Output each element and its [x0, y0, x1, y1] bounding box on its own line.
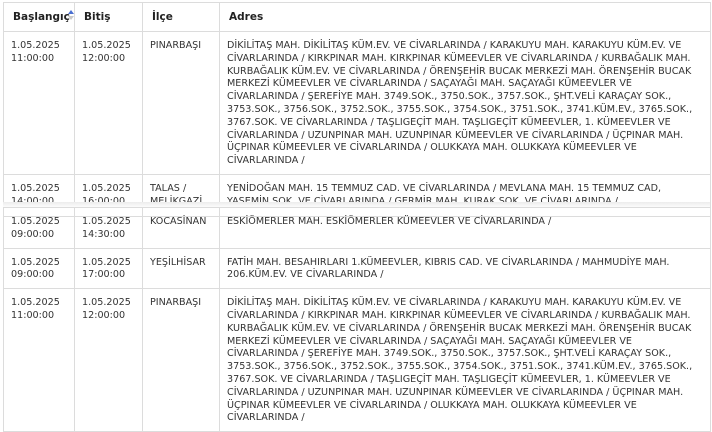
cell-start: 1.05.2025 11:00:00 — [4, 289, 75, 432]
cell-address: DİKİLİTAŞ MAH. DİKİLİTAŞ KÜM.EV. VE CİVARLARINDA / KARAKUYU MAH. KARAKUYU KÜM.EV. VE CİVARLARINDA / KIRKPINAR MAH. KIRKPINAR KÜMEEVLER VE CİVARLARINDA / KURBAĞALIK MAH. KURBAĞALIK KÜM.EV. VE CİVARLARINDA / ÖRENŞEHİR BUCAK MERKEZİ MAH. ÖRENŞEHİR BUCAK MERKEZİ KÜMEEVLER VE CİVARLARINDA / SAÇAYAĞI MAH. SAÇAYAĞI KÜMEEVLER VE CİVARLARINDA / ŞEREFİYE MAH. 3749.SOK., 3750.SOK., 3757.SOK., ŞHT.VELİ KARAÇAY SOK., 3753.SOK., 3756.SOK., 3752.SOK., 3755.SOK., 3754.SOK., 3751.SOK., 3741.KÜM.EV., 3765.SOK., 3767.SOK. VE CİVARLARINDA / TAŞLIGEÇİT MAH. TAŞLIGEÇİT KÜMEEVLER, 1. KÜMEEVLER VE CİVARLARINDA / UZUNPINAR MAH. UZUNPINAR KÜMEEVLER VE CİVARLARINDA / ÜÇPINAR MAH. ÜÇPINAR KÜMEEVLER VE CİVARLARINDA / OLUKKAYA MAH. OLUKKAYA KÜMEEVLER VE CİVARLARINDA / — [220, 289, 711, 432]
cell-district: YEŞİLHİSAR — [143, 248, 220, 289]
cell-address: FATİH MAH. BESAHIRLARI 1.KÜMEEVLER, KIBRIS CAD. VE CİVARLARINDA / MAHMUDİYE MAH. 206.KÜM.EV. VE CİVARLARINDA / — [220, 248, 711, 289]
table-row — [4, 248, 711, 289]
cell-end: 1.05.2025 12:00:00 — [75, 289, 143, 432]
column-header-end[interactable] — [75, 3, 143, 32]
column-header-start[interactable] — [4, 3, 75, 32]
sort-ascending-icon[interactable] — [68, 9, 74, 23]
cell-address: DİKİLİTAŞ MAH. DİKİLİTAŞ KÜM.EV. VE CİVARLARINDA / KARAKUYU MAH. KARAKUYU KÜM.EV. VE CİVARLARINDA / KIRKPINAR MAH. KIRKPINAR KÜMEEVLER VE CİVARLARINDA / KURBAĞALIK MAH. KURBAĞALIK KÜM.EV. VE CİVARLARINDA / ÖRENŞEHİR BUCAK MERKEZİ MAH. ÖRENŞEHİR BUCAK MERKEZİ KÜMEEVLER VE CİVARLARINDA / SAÇAYAĞI MAH. SAÇAYAĞI KÜMEEVLER VE CİVARLARINDA / ŞEREFİYE MAH. 3749.SOK., 3750.SOK., 3757.SOK., ŞHT.VELİ KARAÇAY SOK., 3753.SOK., 3756.SOK., 3752.SOK., 3755.SOK., 3754.SOK., 3751.SOK., 3741.KÜM.EV., 3765.SOK., 3767.SOK. VE CİVARLARINDA / TAŞLIGEÇİT MAH. TAŞLIGEÇİT KÜMEEVLER, 1. KÜMEEVLER VE CİVARLARINDA / UZUNPINAR MAH. UZUNPINAR KÜMEEVLER VE CİVARLARINDA / ÜÇPINAR MAH. ÜÇPINAR KÜMEEVLER VE CİVARLARINDA / OLUKKAYA MAH. OLUKKAYA KÜMEEVLER VE CİVARLARINDA / — [220, 32, 711, 175]
cell-end: 1.05.2025 12:00:00 — [75, 32, 143, 175]
outage-table — [3, 2, 711, 217]
column-header-end-label: Bitiş — [84, 11, 111, 23]
cell-start: 1.05.2025 11:00:00 — [4, 32, 75, 175]
cell-district: PINARBAŞI — [143, 32, 220, 175]
cell-address: ESKİÖMERLER MAH. ESKİÖMERLER KÜMEEVLER VE CİVARLARINDA / — [220, 208, 711, 249]
column-header-start-label: Başlangıç — [13, 11, 70, 23]
cell-address: YENİDOĞAN MAH. 15 TEMMUZ CAD. VE CİVARLARINDA / MEVLANA MAH. 15 TEMMUZ CAD, — [220, 174, 711, 216]
column-header-address[interactable] — [220, 3, 711, 32]
column-header-district-label: İlçe — [152, 11, 173, 23]
table-row — [4, 289, 711, 432]
table-row — [4, 32, 711, 175]
cell-start: 1.05.2025 09:00:00 — [4, 208, 75, 249]
cell-district: TALAS / — [143, 174, 220, 216]
table-header-row — [4, 3, 711, 32]
cell-end: 1.05.2025 — [75, 174, 143, 216]
cell-start: 1.05.2025 09:00:00 — [4, 248, 75, 289]
cell-end: 1.05.2025 17:00:00 — [75, 248, 143, 289]
column-header-district[interactable] — [143, 3, 220, 32]
outage-table-continued — [3, 207, 711, 432]
column-header-address-label: Adres — [229, 11, 264, 23]
cell-district: KOCASİNAN — [143, 208, 220, 249]
cell-end: 1.05.2025 14:30:00 — [75, 208, 143, 249]
cell-start: 1.05.2025 — [4, 174, 75, 216]
cell-district: PINARBAŞI — [143, 289, 220, 432]
table-row — [4, 208, 711, 249]
